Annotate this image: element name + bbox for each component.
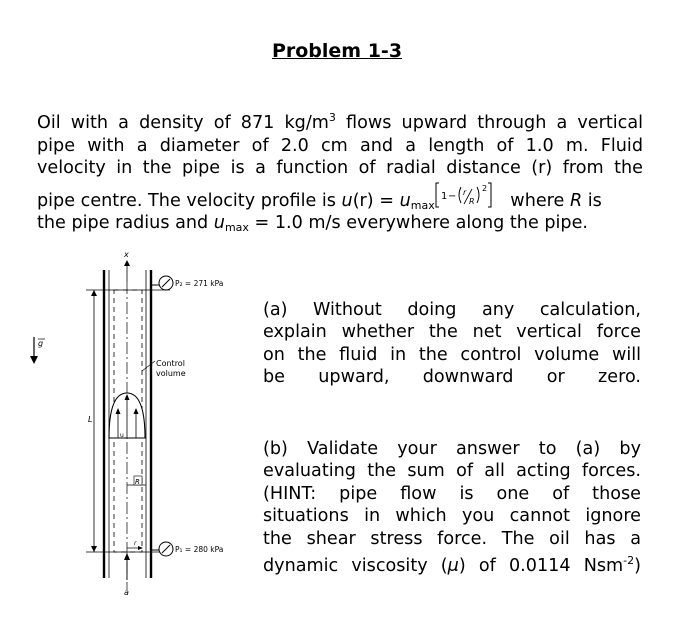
question-a-line: be upward, downward or zero.	[263, 367, 641, 388]
question-b	[263, 438, 641, 577]
question-b-text: ) of 0.0114 Nsm	[458, 556, 624, 577]
page-title: Problem 1-3	[271, 40, 403, 62]
statement-line-3: velocity in the pipe is a function of radial distance (r) from the	[37, 158, 643, 178]
question-a-line: on the fluid in the control volume will	[263, 344, 641, 365]
p2-label: P₂ = 271 kPa	[175, 279, 224, 288]
problem-statement	[37, 107, 643, 239]
superscript: 3	[328, 111, 336, 124]
var-umax: u	[399, 190, 411, 211]
statement-text: is	[582, 190, 602, 211]
eq-R: R	[468, 196, 475, 206]
control-volume-label-1: Control	[156, 359, 185, 368]
x-axis-label: x	[124, 250, 129, 259]
subscript: max	[410, 198, 435, 212]
question-b-line: (HINT: pipe flow is one of those	[263, 483, 641, 504]
question-a-line: (a) Without doing any calculation,	[263, 300, 641, 320]
length-label: L	[88, 415, 93, 424]
gravity-label: g	[38, 339, 44, 348]
eq-r: r	[462, 187, 467, 197]
question-b-line: the shear stress force. The oil has a	[263, 528, 641, 549]
var-R: R	[569, 190, 583, 211]
question-b-line: situations in which you cannot ignore	[263, 506, 641, 527]
mu-symbol: μ	[447, 556, 459, 577]
statement-text: flows upward through a vertical	[335, 113, 643, 133]
statement-line-5	[37, 212, 643, 240]
var-u: u	[341, 190, 353, 211]
question-b-line: (b) Validate your answer to (a) by	[263, 439, 641, 459]
question-b-text: )	[634, 556, 641, 577]
statement-line-1	[37, 107, 643, 135]
inlet-label: a	[124, 588, 129, 597]
eq-one: 1	[440, 190, 448, 202]
eq-minus: −	[447, 190, 457, 202]
var-umax: u	[213, 212, 225, 233]
equals-sign: =	[373, 190, 400, 211]
superscript: -2	[623, 554, 635, 568]
subscript: max	[224, 220, 249, 234]
r-label: r	[134, 540, 137, 547]
statement-text: the pipe radius and	[37, 212, 214, 233]
statement-line-4	[37, 180, 643, 212]
pipe-figure	[20, 250, 250, 600]
var-r: (r)	[352, 190, 374, 211]
eq-exponent: 2	[481, 183, 487, 193]
statement-text: pipe centre. The velocity profile is	[37, 190, 342, 211]
control-volume-label-2: volume	[156, 369, 186, 378]
question-b-line: evaluating the sum of all acting forces.	[263, 461, 641, 482]
statement-text: Oil with a density of 871 kg/m	[37, 113, 329, 133]
statement-text: = 1.0 m/s everywhere along the pipe.	[248, 212, 589, 233]
gravity-arrowhead	[30, 356, 38, 364]
question-a-line: explain whether the net vertical force	[263, 322, 641, 343]
question-b-text: dynamic viscosity (	[263, 556, 448, 577]
statement-line-2: pipe with a diameter of 2.0 cm and a length of 1.0 m. Fluid	[37, 135, 643, 156]
statement-text: where	[504, 190, 570, 211]
question-b-line	[263, 550, 641, 577]
question-a	[263, 299, 641, 389]
p1-label: P₁ = 280 kPa	[175, 545, 224, 554]
velocity-label: u	[120, 432, 124, 439]
radius-label: R	[135, 478, 140, 486]
